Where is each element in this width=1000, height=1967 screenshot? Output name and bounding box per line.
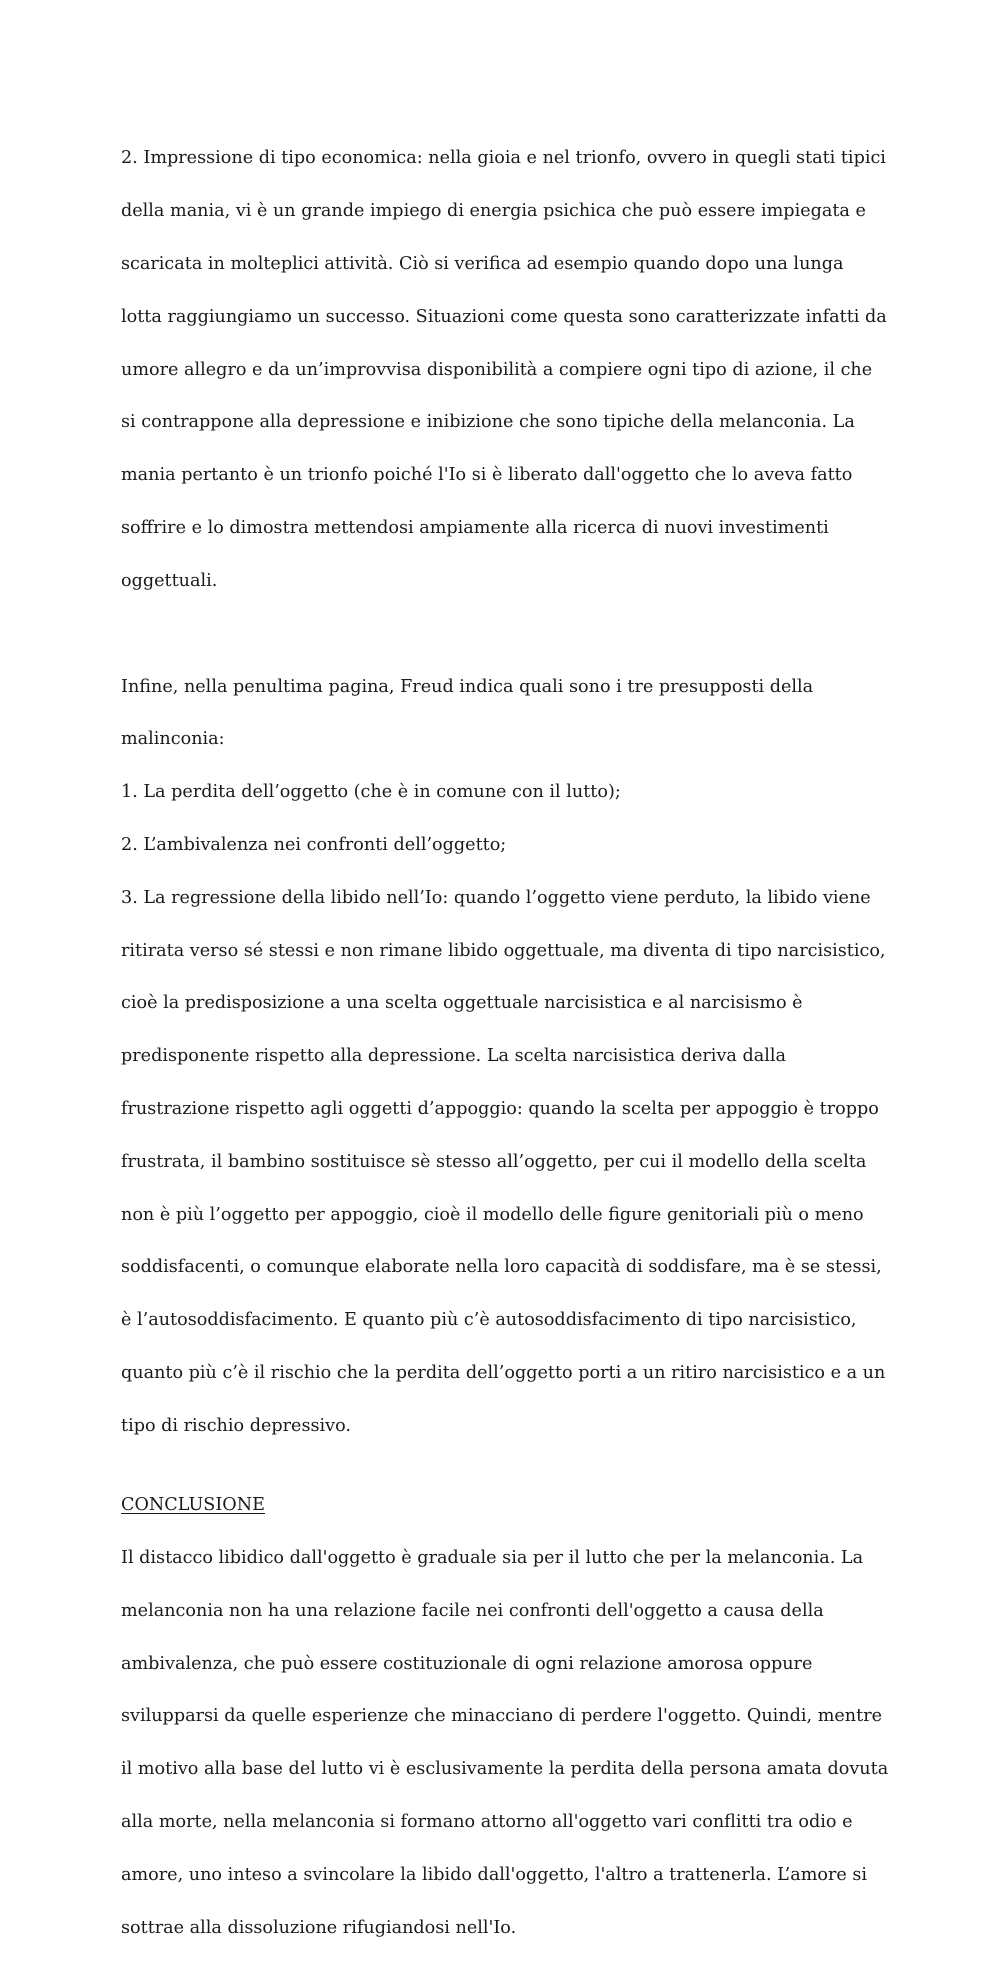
- text-line: è l’autosoddisfacimento. E quanto più c’è autosoddisfacimento di tipo narcisistico,: [121, 1307, 883, 1333]
- paragraph-spacer: [121, 621, 883, 647]
- list-item: 3. La regressione della libido nell’Io: quando l’oggetto viene perduto, la libido viene: [121, 885, 883, 911]
- text-line: quanto più c’è il rischio che la perdita dell’oggetto porti a un ritiro narcisistico e a un: [121, 1360, 883, 1386]
- text-line: non è più l’oggetto per appoggio, cioè il modello delle figure genitoriali più o meno: [121, 1202, 883, 1228]
- text-line: amore, uno inteso a svincolare la libido dall'oggetto, l'altro a trattenerla. L’amore si: [121, 1862, 883, 1888]
- text-line: tipo di rischio depressivo.: [121, 1413, 883, 1439]
- document-page: [121, 119, 883, 1967]
- text-line: 2. Impressione di tipo economica: nella gioia e nel trionfo, ovvero in quegli stati tipici: [121, 145, 883, 171]
- list-item: 2. L’ambivalenza nei confronti dell’oggetto;: [121, 832, 883, 858]
- text-line: svilupparsi da quelle esperienze che minacciano di perdere l'oggetto. Quindi, mentre: [121, 1703, 883, 1729]
- text-line: cioè la predisposizione a una scelta oggettuale narcisistica e al narcisismo è: [121, 990, 883, 1016]
- text-line: soddisfacenti, o comunque elaborate nella loro capacità di soddisfare, ma è se stessi,: [121, 1254, 883, 1280]
- text-line: ambivalenza, che può essere costituzionale di ogni relazione amorosa oppure: [121, 1651, 883, 1677]
- paragraph-presuppositions: [121, 647, 883, 1466]
- text-line: frustrazione rispetto agli oggetti d’appoggio: quando la scelta per appoggio è troppo: [121, 1096, 883, 1122]
- text-line: umore allegro e da un’improvvisa disponibilità a compiere ogni tipo di azione, il che: [121, 357, 883, 383]
- text-line: melanconia non ha una relazione facile nei confronti dell'oggetto a causa della: [121, 1598, 883, 1624]
- paragraph-spacer: [121, 1466, 883, 1492]
- text-line: soffrire e lo dimostra mettendosi ampiamente alla ricerca di nuovi investimenti: [121, 515, 883, 541]
- text-line: si contrappone alla depressione e inibizione che sono tipiche della melanconia. La: [121, 409, 883, 435]
- conclusion-heading: CONCLUSIONE: [121, 1492, 883, 1518]
- text-line: sottrae alla dissoluzione rifugiandosi nell'Io.: [121, 1915, 883, 1941]
- text-line: mania pertanto è un trionfo poiché l'Io si è liberato dall'oggetto che lo aveva fatto: [121, 462, 883, 488]
- text-line: malinconia:: [121, 726, 883, 752]
- paragraph-conclusion: [121, 1519, 883, 1967]
- text-line: lotta raggiungiamo un successo. Situazioni come questa sono caratterizzate infatti da: [121, 304, 883, 330]
- text-line: alla morte, nella melanconia si formano attorno all'oggetto vari conflitti tra odio e: [121, 1809, 883, 1835]
- paragraph-economic-impression: [121, 119, 883, 621]
- text-line: predisponente rispetto alla depressione. La scelta narcisistica deriva dalla: [121, 1043, 883, 1069]
- text-line: il motivo alla base del lutto vi è esclusivamente la perdita della persona amata dovuta: [121, 1756, 883, 1782]
- text-line: Infine, nella penultima pagina, Freud indica quali sono i tre presupposti della: [121, 674, 883, 700]
- list-item: 1. La perdita dell’oggetto (che è in comune con il lutto);: [121, 779, 883, 805]
- text-line: Il distacco libidico dall'oggetto è graduale sia per il lutto che per la melanconia. La: [121, 1545, 883, 1571]
- text-line: della mania, vi è un grande impiego di energia psichica che può essere impiegata e: [121, 198, 883, 224]
- text-line: ritirata verso sé stessi e non rimane libido oggettuale, ma diventa di tipo narcisistico,: [121, 938, 883, 964]
- text-line: oggettuali.: [121, 568, 883, 594]
- text-line: scaricata in molteplici attività. Ciò si verifica ad esempio quando dopo una lunga: [121, 251, 883, 277]
- text-line: frustrata, il bambino sostituisce sè stesso all’oggetto, per cui il modello della scelta: [121, 1149, 883, 1175]
